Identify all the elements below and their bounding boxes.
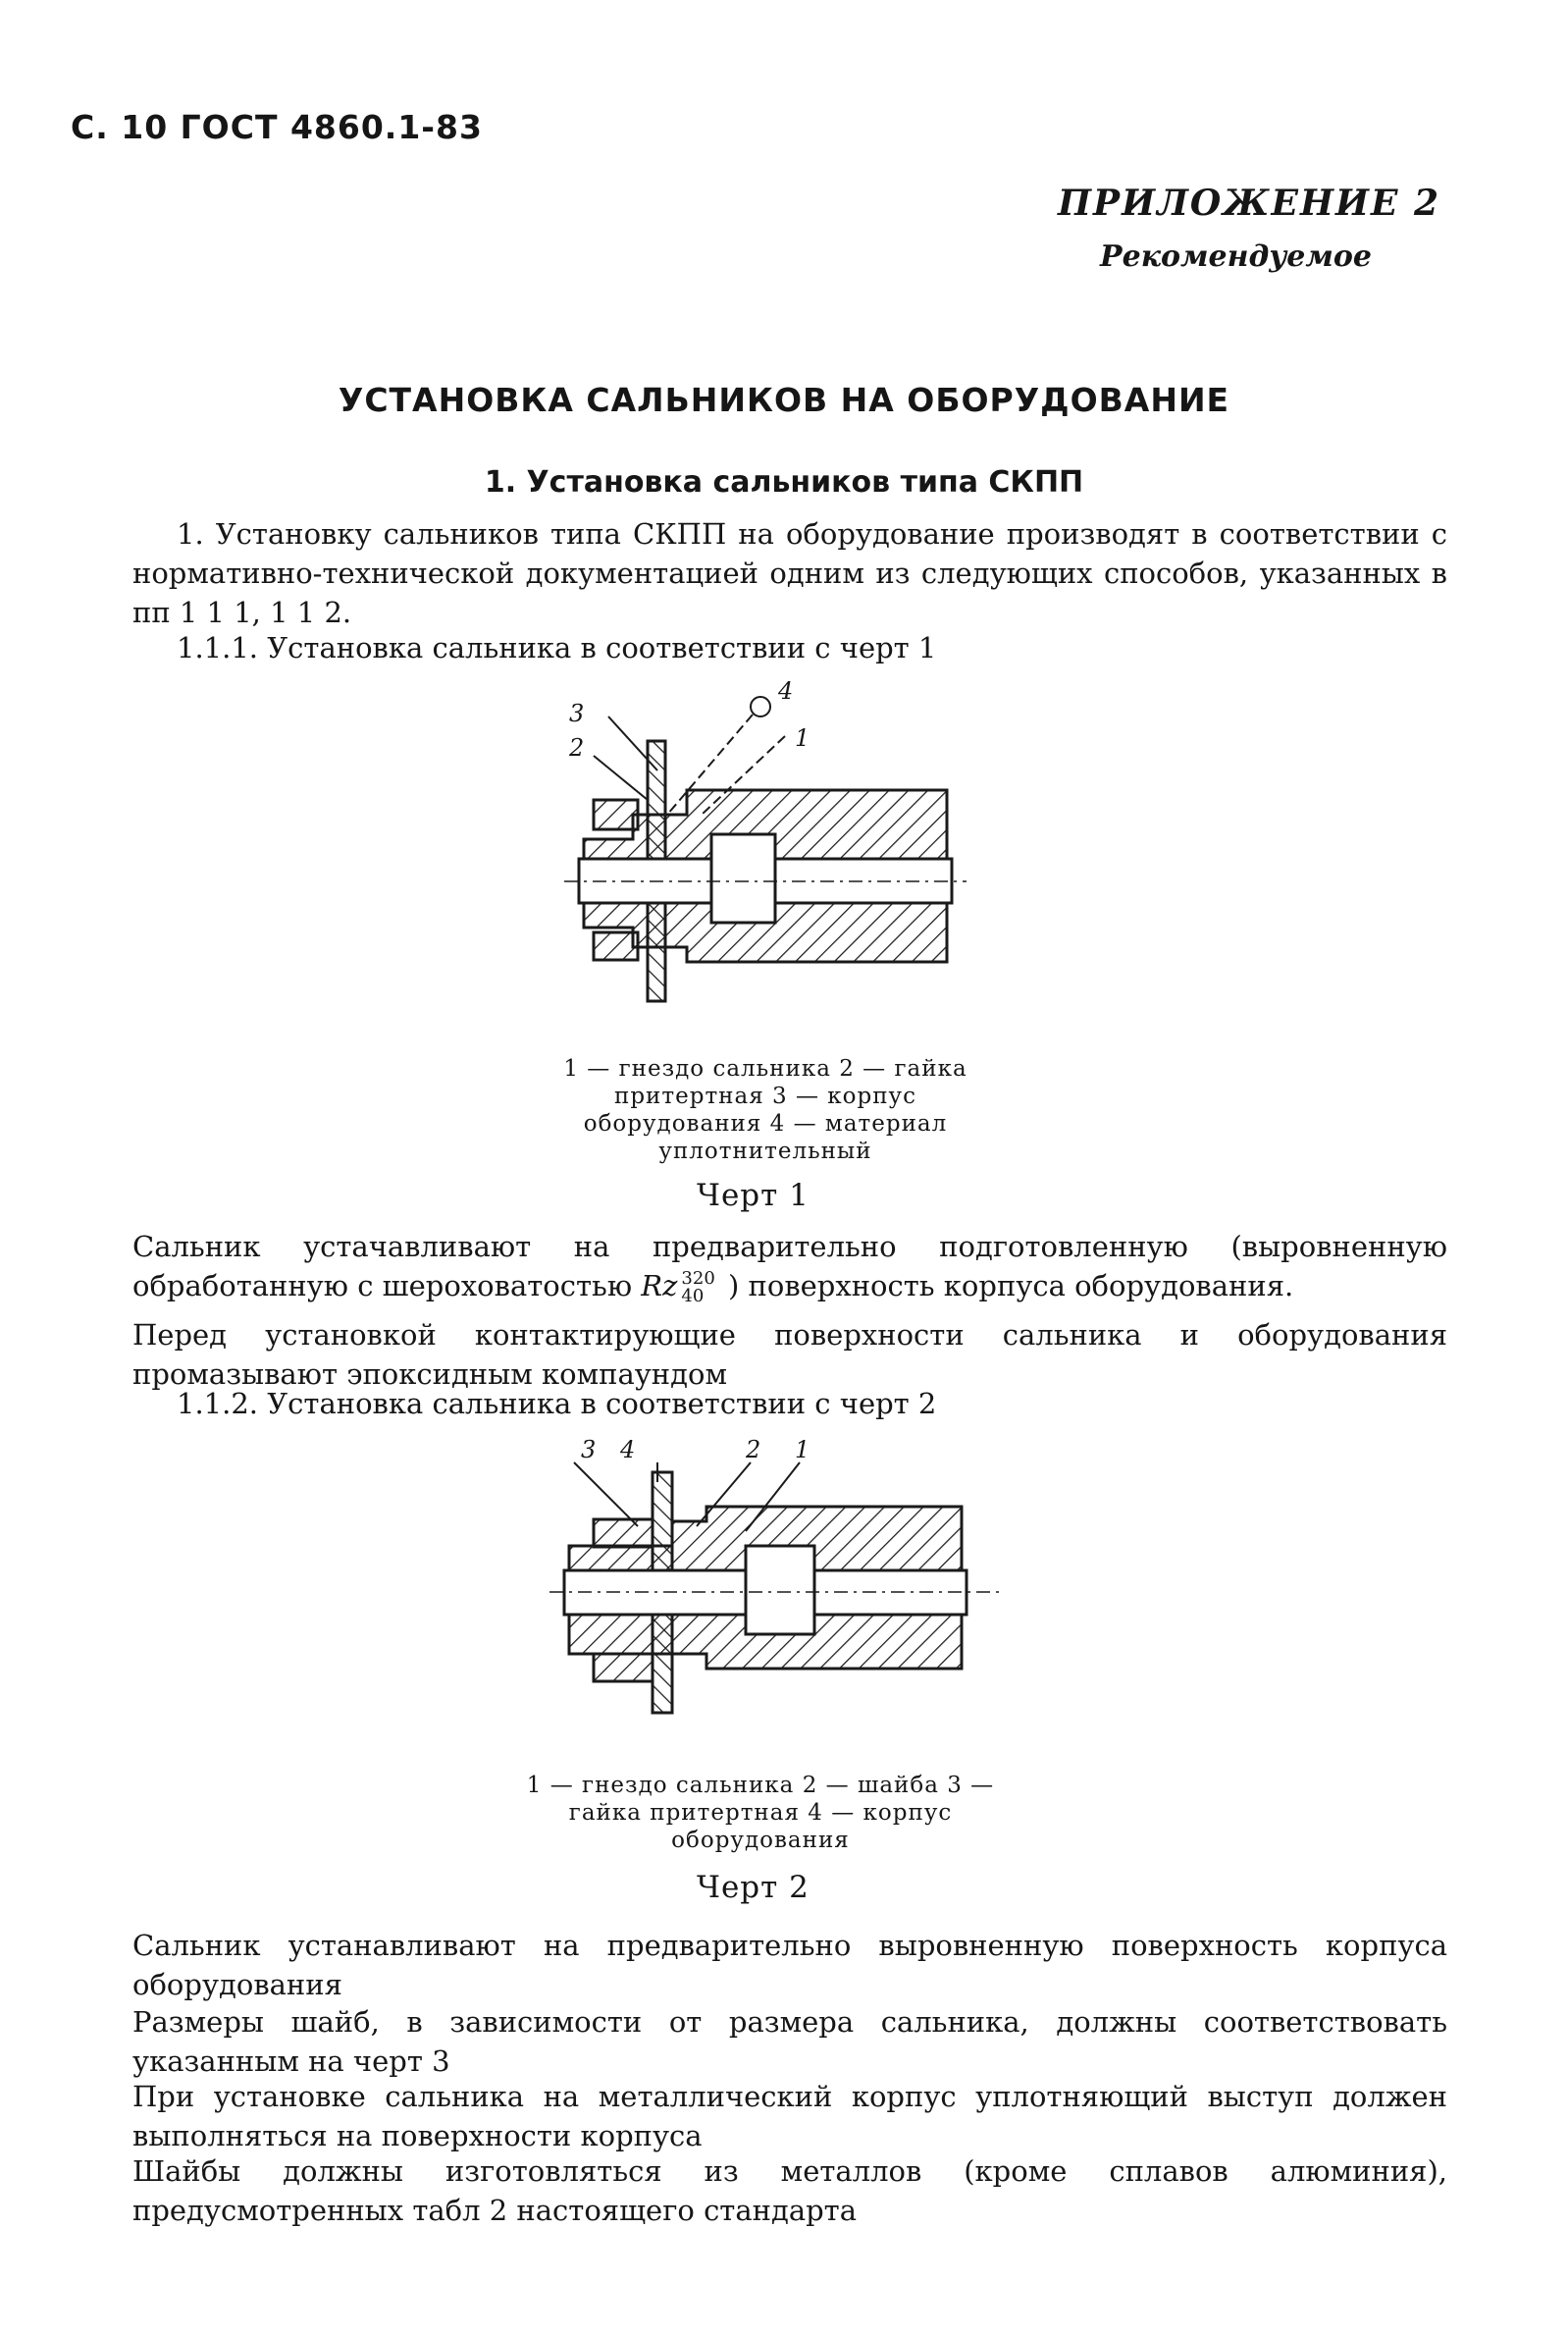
appendix-title: ПРИЛОЖЕНИЕ 2 [1057, 183, 1440, 224]
paragraph-after-fig1-text: Сальник устачавливают на предварительно подготовленную (выровненную обработанную с шероховатостью [132, 1230, 1447, 1302]
appendix-subtitle: Рекомендуемое [1100, 239, 1372, 274]
paragraph-compound: Перед установкой контактирующие поверхности сальника и оборудования промазывают эпоксидным компаундом [132, 1318, 1447, 1391]
fig1-label-1: 1 [795, 724, 810, 752]
fig1-title: Черт 1 [697, 1178, 810, 1213]
rz-value [681, 1270, 714, 1305]
page-header: С. 10 ГОСТ 4860.1-83 [71, 108, 483, 146]
paragraph-washer-material: Шайбы должны изготовляться из металлов (кроме сплавов алюминия), предусмотренных табл 2 настоящего стандарта [132, 2154, 1447, 2227]
fig2-label-1: 1 [795, 1436, 810, 1463]
fig2-title: Черт 2 [697, 1870, 810, 1905]
fig1-label-4: 4 [778, 677, 794, 705]
paragraph-washer-sizes: Размеры шайб, в зависимости от размера сальника, должны соответствовать указанным на черт 3 [132, 2005, 1447, 2078]
drawing-fig1 [554, 677, 986, 1031]
paragraph-after-fig1 [132, 1227, 1447, 1305]
paragraph-1: 1. Установку сальников типа СКПП на оборудование производят в соответствии с нормативно-технической документацией одним из следующих способов, указанных в пп 1 1 1, 1 1 2. [132, 517, 1447, 629]
rz-top: 320 [681, 1268, 715, 1289]
rz-after: ) поверхность корпуса оборудования. [728, 1269, 1294, 1302]
section-title: 1. Установка сальников типа СКПП [484, 465, 1084, 500]
paragraph-1-1-2: 1.1.2. Установка сальника в соответствии с черт 2 [177, 1387, 937, 1420]
rz-symbol: Rz [641, 1269, 678, 1302]
paragraph-installs: Сальник устанавливают на предварительно выровненную поверхность корпуса оборудования [132, 1929, 1447, 2001]
fig2-label-3: 3 [581, 1436, 597, 1463]
rz-bottom: 40 [681, 1286, 705, 1306]
fig1-caption: 1 — гнездо сальника 2 — гайка притертная 3 — корпус оборудования 4 — материал уплотнительный [563, 1056, 967, 1164]
drawing-fig2 [549, 1433, 1011, 1737]
fig2-caption: 1 — гнездо сальника 2 — шайба 3 — гайка притертная 4 — корпус оборудования [526, 1773, 995, 1853]
fig1-label-2: 2 [569, 734, 585, 762]
fig2-label-4: 4 [620, 1436, 636, 1463]
fig1-label-3: 3 [569, 700, 585, 727]
fig2-label-2: 2 [746, 1436, 761, 1463]
paragraph-1-1-1: 1.1.1. Установка сальника в соответствии с черт 1 [177, 631, 937, 664]
paragraph-metal-body: При установке сальника на металлический корпус уплотняющий выступ должен выполняться на поверхности корпуса [132, 2080, 1447, 2152]
main-title: УСТАНОВКА САЛЬНИКОВ НА ОБОРУДОВАНИЕ [338, 381, 1230, 419]
